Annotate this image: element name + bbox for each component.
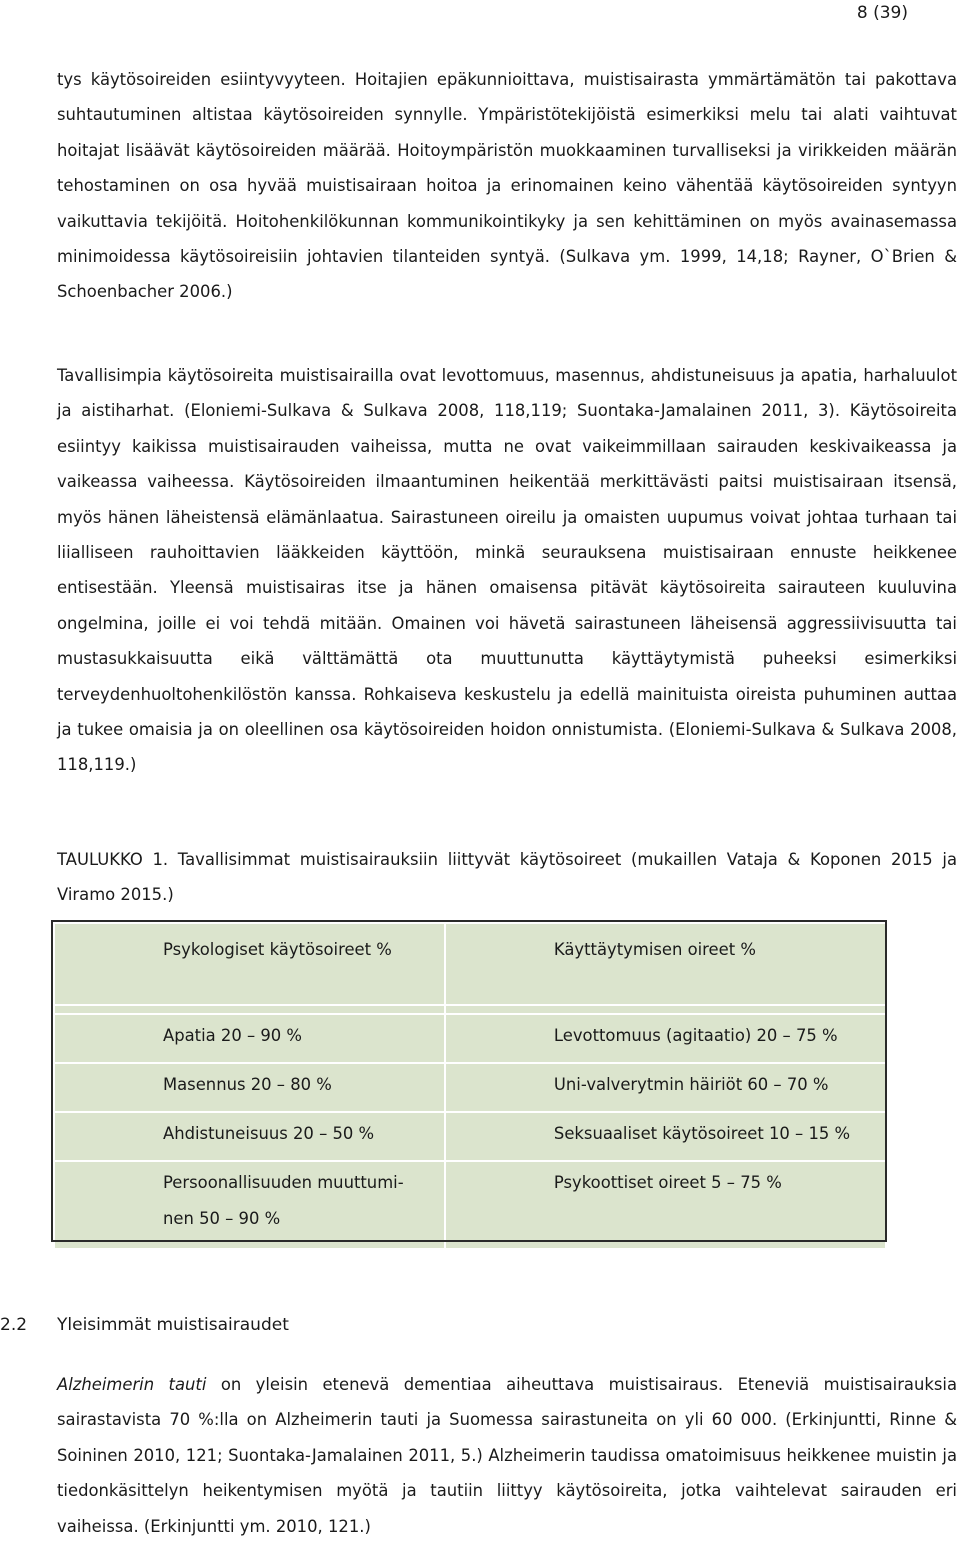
table-caption: TAULUKKO 1. Tavallisimmat muistisairauksiin liittyvät käytösoireet (mukaillen Vataja & Koponen 2015 ja Viramo 2015.) <box>57 850 957 905</box>
behaviour-symptoms-table <box>53 922 887 1250</box>
table-cell: Uni-valverytmin häiriöt 60 – 70 % <box>445 1063 886 1112</box>
paragraph-behaviour-causes: tys käytösoireiden esiintyvyyteen. Hoitajien epäkunnioittava, muistisairasta ymmärtämätön tai pakottava suhtautuminen altistaa käytösoireiden synnylle. Ympäristötekijöistä esimerkiksi melu tai alati vaihtuvat hoitajat lisäävät käytösoireiden määrää. Hoitoympäristön muokkaaminen turvalliseksi ja virikkeiden määrän tehostaminen on osa hyvää muistisairaan hoitoa ja erinomainen keino vähentää käytösoireiden syntyyn vaikuttavia tekijöitä. Hoitohenkilökunnan kommunikointikyky ja sen kehittäminen on myös avainasemassa minimoidessa käytösoireisiin johtavien tilanteiden syntyä. (Sulkava ym. 1999, 14,18; Rayner, O`Brien & Schoenbacher 2006.) <box>57 70 957 302</box>
table-row <box>54 1063 886 1112</box>
table-cell: Persoonallisuuden muuttumi-nen 50 – 90 % <box>54 1161 445 1249</box>
table-spacer <box>54 1005 886 1014</box>
paragraph-alzheimer <box>57 1367 957 1544</box>
table-cell: Psykoottiset oireet 5 – 75 % <box>445 1161 886 1249</box>
table-cell: Seksuaaliset käytösoireet 10 – 15 % <box>445 1112 886 1161</box>
alzheimer-term: Alzheimerin tauti <box>57 1375 207 1394</box>
alzheimer-text: on yleisin etenevä dementiaa aiheuttava muistisairaus. Eteneviä muistisairauksia sairastavista 70 %:lla on Alzheimerin tauti ja Suomessa sairastuneita on yli 60 000. (Erkinjuntti, Rinne & Soininen 2010, 121; Suontaka-Jamalainen 2011, 5.) Alzheimerin taudissa omatoimisuus heikkenee muistin ja tiedonkäsittelyn heikentymisen myötä ja tautiin liittyy käytösoireita, jotka vaihtelevat sairauden eri vaiheissa. (Erkinjuntti ym. 2010, 121.) <box>57 1375 957 1536</box>
table-header-row <box>54 923 886 1005</box>
table-cell: Ahdistuneisuus 20 – 50 % <box>54 1112 445 1161</box>
paragraph-common-symptoms: Tavallisimpia käytösoireita muistisairailla ovat levottomuus, masennus, ahdistuneisuus ja apatia, harhaluulot ja aistiharhat. (Eloniemi-Sulkava & Sulkava 2008, 118,119; Suontaka-Jamalainen 2011, 3). Käytösoireita esiintyy kaikissa muistisairauden vaiheissa, mutta ne ovat vaikeimmillaan sairauden keskivaikeassa ja vaikeassa vaiheessa. Käytösoireiden ilmaantuminen heikentää merkittävästi paitsi muistisairaan itsensä, myös hänen läheistensä elämänlaatua. Sairastuneen oireilu ja omaisten uupumus voivat johtaa turhaan tai liialliseen rauhoittavien lääkkeiden käyttöön, minkä seurauksena muistisairaan ennuste heikkenee entisestään. Yleensä muistisairas itse ja hänen omaisensa pitävät käytösoireita sairauteen kuuluvina ongelmina, joille ei voi tehdä mitään. Omainen voi hävetä sairastuneen läheisensä aggressiivisuutta tai mustasukkaisuutta eikä välttämättä ota muuttunutta käyttäytymistä puheeksi esimerkiksi terveydenhuoltohenkilöstön kanssa. Rohkaiseva keskustelu ja edellä mainituista oireista puhuminen auttaa ja tukee omaisia ja on oleellinen osa käytösoireiden hoidon onnistumista. (Eloniemi-Sulkava & Sulkava 2008, 118,119.) <box>57 366 957 775</box>
table-row <box>54 1112 886 1161</box>
table-cell: Levottomuus (agitaatio) 20 – 75 % <box>445 1014 886 1063</box>
table-row <box>54 1014 886 1063</box>
section-heading <box>0 1310 289 1340</box>
table-cell: Masennus 20 – 80 % <box>54 1063 445 1112</box>
header-cell-psychological: Psykologiset käytösoireet % <box>54 923 445 1005</box>
table-cell: Apatia 20 – 90 % <box>54 1014 445 1063</box>
header-cell-behavioural: Käyttäytymisen oireet % <box>445 923 886 1005</box>
page-number: 8 (39) <box>856 3 908 23</box>
section-number: 2.2 <box>0 1315 28 1335</box>
section-title: Yleisimmät muistisairaudet <box>57 1315 289 1335</box>
table-row <box>54 1161 886 1249</box>
